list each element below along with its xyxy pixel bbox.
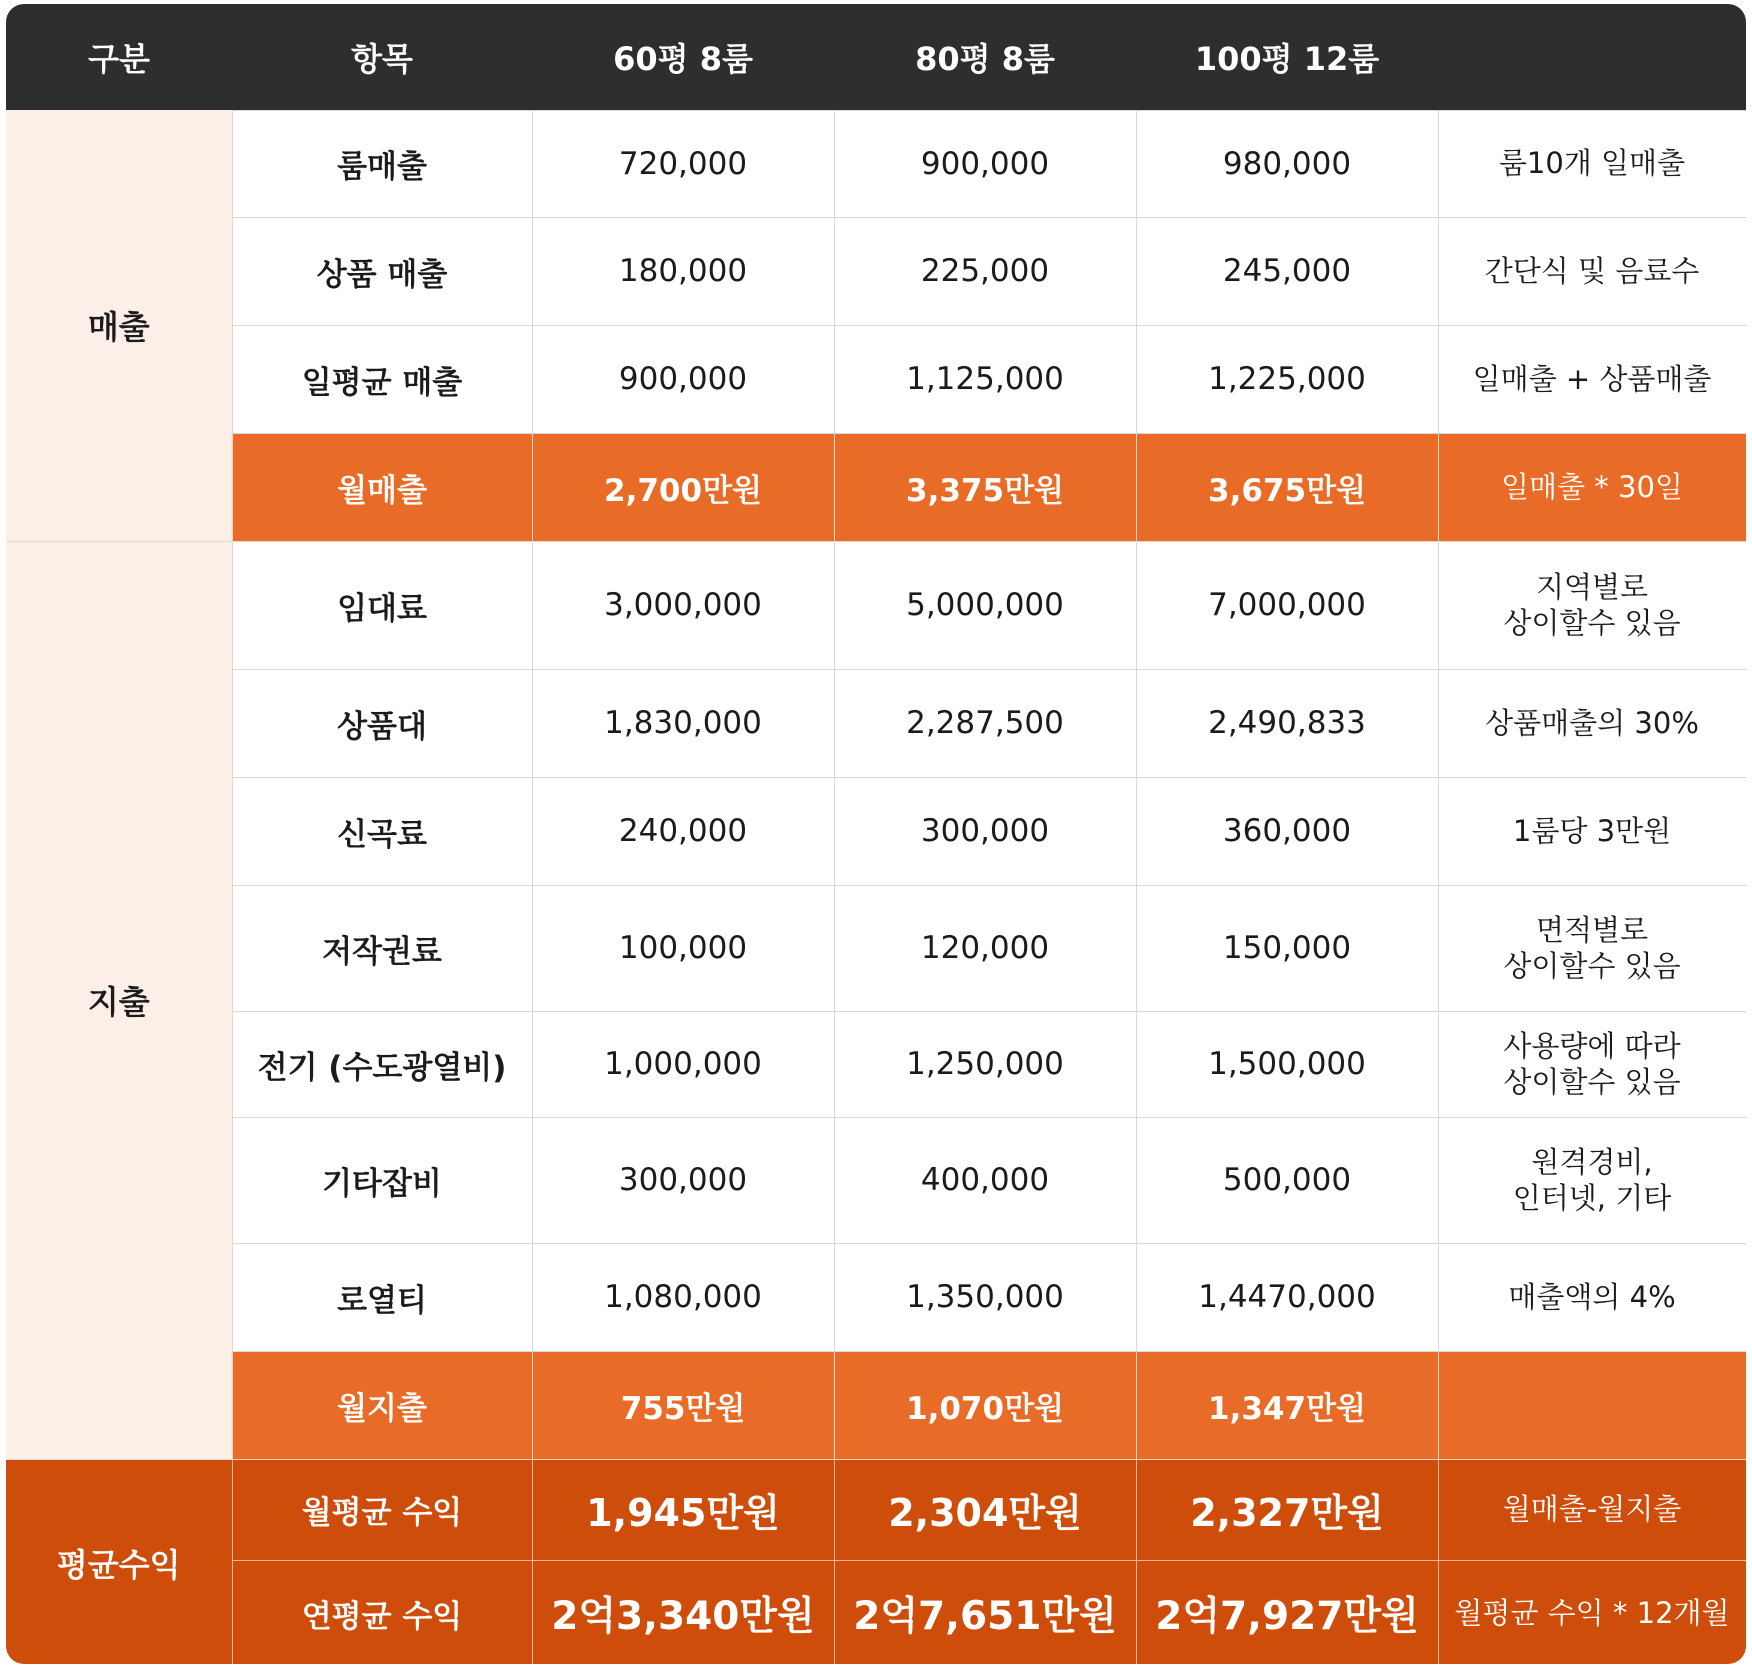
- note-cell: 룸10개 일매출: [1438, 110, 1746, 217]
- note-cell: 일매출 + 상품매출: [1438, 325, 1746, 433]
- row-label: 상품대: [232, 669, 532, 777]
- value-cell: 300,000: [532, 1117, 834, 1243]
- header-item: 항목: [232, 4, 532, 110]
- header-category: 구분: [6, 4, 232, 110]
- table-row: [6, 541, 1746, 669]
- header-100py: 100평 12룸: [1136, 4, 1438, 110]
- total-cell: 3,375만원: [834, 433, 1136, 541]
- value-cell: 980,000: [1136, 110, 1438, 217]
- value-cell: 1,250,000: [834, 1011, 1136, 1117]
- monthly-expense-row: [6, 1351, 1746, 1459]
- profit-cell: 2억7,651만원: [834, 1560, 1136, 1664]
- value-cell: 100,000: [532, 885, 834, 1011]
- note-cell: 일매출 * 30일: [1438, 433, 1746, 541]
- header-60py: 60평 8룸: [532, 4, 834, 110]
- row-label: 일평균 매출: [232, 325, 532, 433]
- yearly-profit-row: [6, 1560, 1746, 1664]
- value-cell: 1,080,000: [532, 1243, 834, 1351]
- total-cell: 755만원: [532, 1351, 834, 1459]
- table-row: [6, 885, 1746, 1011]
- table-row: [6, 217, 1746, 325]
- category-profit: 평균수익: [6, 1459, 232, 1664]
- profit-cell: 1,945만원: [532, 1459, 834, 1560]
- value-cell: 1,500,000: [1136, 1011, 1438, 1117]
- value-cell: 300,000: [834, 777, 1136, 885]
- note-cell: 매출액의 4%: [1438, 1243, 1746, 1351]
- profit-cell: 2억7,927만원: [1136, 1560, 1438, 1664]
- row-label: 월평균 수익: [232, 1459, 532, 1560]
- value-cell: 2,287,500: [834, 669, 1136, 777]
- row-label: 연평균 수익: [232, 1560, 532, 1664]
- row-label: 월매출: [232, 433, 532, 541]
- value-cell: 360,000: [1136, 777, 1438, 885]
- total-cell: 1,347만원: [1136, 1351, 1438, 1459]
- value-cell: 240,000: [532, 777, 834, 885]
- value-cell: 3,000,000: [532, 541, 834, 669]
- value-cell: 2,490,833: [1136, 669, 1438, 777]
- value-cell: 120,000: [834, 885, 1136, 1011]
- table-row: [6, 669, 1746, 777]
- total-cell: 2,700만원: [532, 433, 834, 541]
- value-cell: 1,225,000: [1136, 325, 1438, 433]
- value-cell: 1,350,000: [834, 1243, 1136, 1351]
- value-cell: 150,000: [1136, 885, 1438, 1011]
- table-row: [6, 1243, 1746, 1351]
- note-cell: [1438, 1351, 1746, 1459]
- value-cell: 900,000: [834, 110, 1136, 217]
- table-row: [6, 1011, 1746, 1117]
- note-cell: 월매출-월지출: [1438, 1459, 1746, 1560]
- header-note: [1438, 4, 1746, 110]
- value-cell: 1,830,000: [532, 669, 834, 777]
- table-header-row: [6, 4, 1746, 110]
- value-cell: 1,125,000: [834, 325, 1136, 433]
- table-row: [6, 1117, 1746, 1243]
- value-cell: 1,000,000: [532, 1011, 834, 1117]
- value-cell: 245,000: [1136, 217, 1438, 325]
- profit-cell: 2,304만원: [834, 1459, 1136, 1560]
- row-label: 임대료: [232, 541, 532, 669]
- note-cell: 지역별로 상이할수 있음: [1438, 541, 1746, 669]
- value-cell: 225,000: [834, 217, 1136, 325]
- row-label: 기타잡비: [232, 1117, 532, 1243]
- row-label: 월지출: [232, 1351, 532, 1459]
- row-label: 전기 (수도광열비): [232, 1011, 532, 1117]
- profit-cell: 2,327만원: [1136, 1459, 1438, 1560]
- note-cell: 상품매출의 30%: [1438, 669, 1746, 777]
- row-label: 룸매출: [232, 110, 532, 217]
- value-cell: 720,000: [532, 110, 834, 217]
- row-label: 저작권료: [232, 885, 532, 1011]
- note-cell: 면적별로 상이할수 있음: [1438, 885, 1746, 1011]
- note-cell: 사용량에 따라 상이할수 있음: [1438, 1011, 1746, 1117]
- note-cell: 원격경비, 인터넷, 기타: [1438, 1117, 1746, 1243]
- value-cell: 5,000,000: [834, 541, 1136, 669]
- note-cell: 1룸당 3만원: [1438, 777, 1746, 885]
- table-row: [6, 777, 1746, 885]
- monthly-revenue-row: [6, 433, 1746, 541]
- table-row: [6, 325, 1746, 433]
- note-cell: 월평균 수익 * 12개월: [1438, 1560, 1746, 1664]
- total-cell: 1,070만원: [834, 1351, 1136, 1459]
- revenue-expense-table: [6, 4, 1746, 1664]
- row-label: 상품 매출: [232, 217, 532, 325]
- value-cell: 400,000: [834, 1117, 1136, 1243]
- note-cell: 간단식 및 음료수: [1438, 217, 1746, 325]
- value-cell: 1,4470,000: [1136, 1243, 1438, 1351]
- category-revenue: 매출: [6, 110, 232, 541]
- value-cell: 180,000: [532, 217, 834, 325]
- value-cell: 7,000,000: [1136, 541, 1438, 669]
- row-label: 신곡료: [232, 777, 532, 885]
- row-label: 로열티: [232, 1243, 532, 1351]
- total-cell: 3,675만원: [1136, 433, 1438, 541]
- category-expense: 지출: [6, 541, 232, 1459]
- monthly-profit-row: [6, 1459, 1746, 1560]
- profit-cell: 2억3,340만원: [532, 1560, 834, 1664]
- value-cell: 500,000: [1136, 1117, 1438, 1243]
- header-80py: 80평 8룸: [834, 4, 1136, 110]
- value-cell: 900,000: [532, 325, 834, 433]
- pricing-table-card: [6, 4, 1746, 1664]
- table-row: [6, 110, 1746, 217]
